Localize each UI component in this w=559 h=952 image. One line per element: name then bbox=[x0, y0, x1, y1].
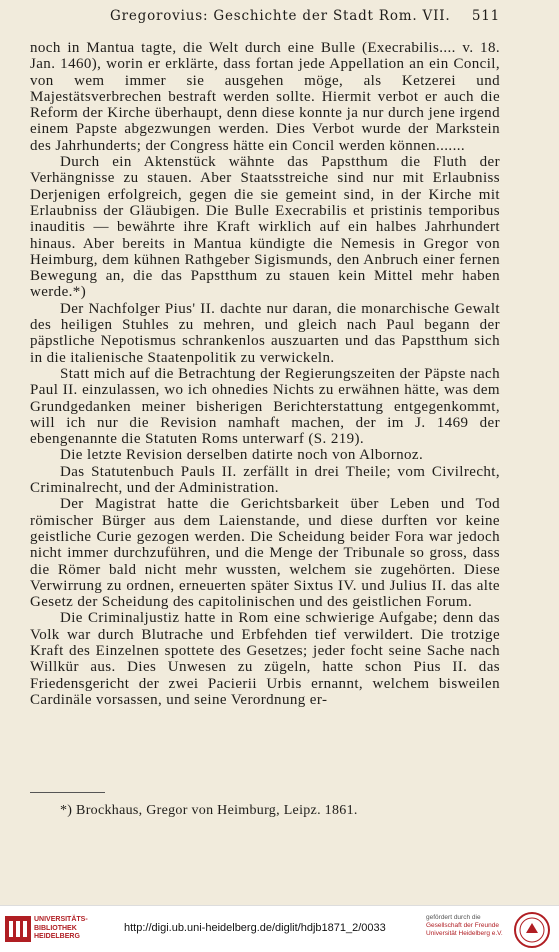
footnote: *) Brockhaus, Gregor von Heimburg, Leipz. 1861. bbox=[60, 803, 358, 818]
footnote-rule bbox=[30, 792, 105, 793]
paragraph: Die letzte Revision derselben datirte noch von Albornoz. bbox=[60, 447, 424, 464]
paragraph: Statt mich auf die Betrachtung der Regierungszeiten der Päpste nach Paul II. einzulassen, wo ich ohnedies Nichts zu erwähnen hätte, was dem Grundgedanken meiner bisherigen Berichterstattung entgegenkommt, will ich nur die Revision namhaft machen, der im J. 1469 der ebengenannte die Statuten Roms unterwarf (S. 219). bbox=[30, 365, 500, 448]
society-seal-icon bbox=[513, 911, 551, 949]
paragraph: Die Criminaljustiz hatte in Rom eine schwierige Aufgabe; denn das Volk war durch Blutrache und Erbfehden tief verwildert. Die trotzige Kraft des Einzelnen spottete des Gesetzes; jeder focht seine Sache nach Willkür aus. Dies Unwesen zu zügeln, hatte schon Pius II. das Friedensgericht der zwei Pacierii Urbis ernannt, welchem bisweilen Cardinäle vorsassen, und seine Verordnung er- bbox=[30, 610, 500, 708]
paragraph: Durch ein Aktenstück wähnte das Papstthum die Fluth der Verhängnisse zu stauen. Aber Staatsstreiche sind nur mit Erlaubniss Derjenigen erfolgreich, gegen die sie gemeint sind, in der Kirche mit Erlaubniss der Gläubigen. Die Bulle Execrabilis et pristinis temporibus inauditis — bewährte ihre Kraft wirklich auf ein halbes Jahrhundert hinaus. Aber bereits in Mantua kündigte die Nemesis in Gregor von Heimburg, dem kühnen Rathgeber Sigismunds, den Anbruch einer fernen Bewegung an, die das Papstthum zu stauen kein Mittel mehr haben werde.*) bbox=[30, 154, 500, 301]
page-header bbox=[30, 8, 500, 32]
permalink-url[interactable]: http://digi.ub.uni-heidelberg.de/diglit/hdjb1871_2/0033 bbox=[124, 922, 386, 934]
library-name: UNIVERSITÄTS- BIBLIOTHEK HEIDELBERG bbox=[34, 916, 88, 940]
viewer-footer bbox=[0, 905, 559, 952]
funder-credit: gefördert durch die Gesellschaft der Freunde Universität Heidelberg e.V. bbox=[426, 914, 503, 937]
university-logo-icon bbox=[4, 915, 32, 943]
running-title: Gregorovius: Geschichte der Stadt Rom. VII. bbox=[110, 8, 451, 24]
body-text bbox=[30, 40, 500, 708]
page-number: 511 bbox=[471, 8, 500, 24]
paragraph: noch in Mantua tagte, die Welt durch eine Bulle (Execrabilis.... v. 18. Jan. 1460), worin er erklärte, dass fortan jede Appellation an ein Concil, von wem immer sie ausgehen möge, als Ketzerei und Majestätsverbrechen bestraft werden sollte. Hiermit verbot er auch die Reform der Kirche überhaupt, denn diese konnte ja nur durch jene irgend einem Papste abgezwungen werden. Dies Verbot wurde der Markstein des Jahrhunderts; der Congress hätte ein Concil werden können....... bbox=[30, 40, 500, 154]
paragraph: Der Nachfolger Pius' II. dachte nur daran, die monarchische Gewalt des heiligen Stuhles zu mehren, und gleich nach Paul begann der päpstliche Nepotismus schrankenlos auszuarten und das Papstthum sich in die italienische Staatenpolitik zu verwickeln. bbox=[30, 300, 500, 366]
paragraph: Der Magistrat hatte die Gerichtsbarkeit über Leben und Tod römischer Bürger aus dem Laienstande, und diese durften vor keine geistliche Curie gezogen werden. Die Scheidung beider Fora war jedoch nicht immer durchzuführen, und die Menge der Tribunale so gross, dass die Römer bald nicht mehr wussten, welchem sie zugehörten. Diese Verwirrung zu ordnen, erneuerten später Sixtus IV. und Julius II. das alte Gesetz der Scheidung des capitolinischen und des geistlichen Forum. bbox=[30, 496, 500, 611]
paragraph: Das Statutenbuch Pauls II. zerfällt in drei Theile; vom Civilrecht, Criminalrecht, und der Administration. bbox=[30, 463, 500, 497]
